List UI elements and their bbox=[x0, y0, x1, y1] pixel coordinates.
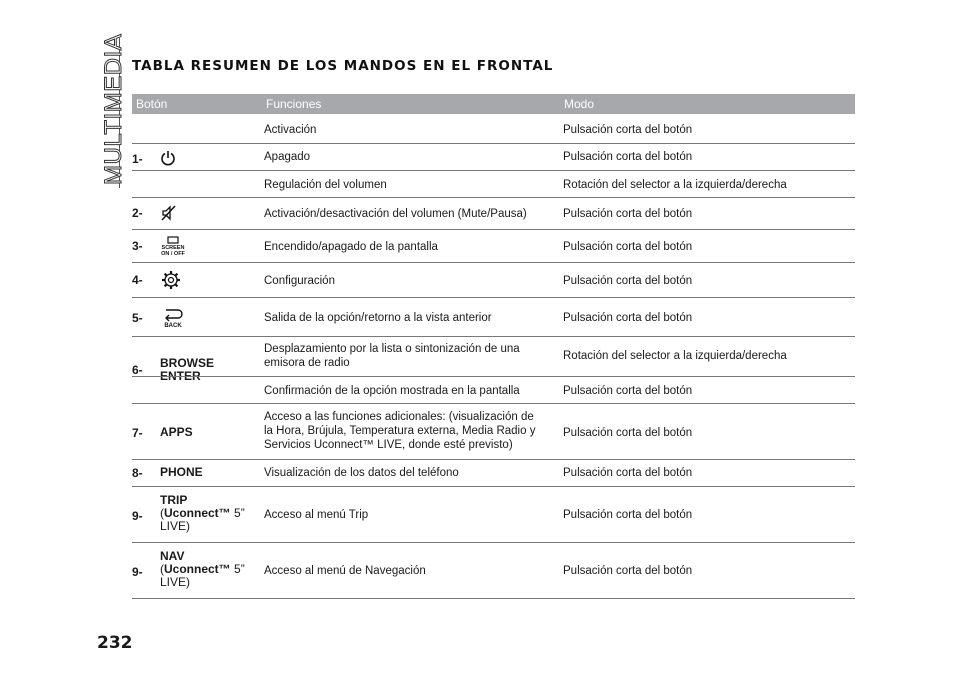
table-row bbox=[132, 298, 855, 337]
table-header bbox=[132, 94, 855, 114]
table-subrow bbox=[132, 144, 855, 171]
table-subrow bbox=[132, 171, 855, 198]
button-label-nav: NAV bbox=[160, 549, 185, 563]
function-text: Activación bbox=[264, 124, 317, 136]
button-sublabel: (Uconnect™ 5” bbox=[160, 562, 245, 576]
table-subrow bbox=[132, 115, 855, 144]
table-row bbox=[132, 230, 855, 263]
function-text: Regulación del volumen bbox=[264, 179, 387, 191]
function-text: Visualización de los datos del teléfono bbox=[264, 467, 459, 479]
mode-text: Pulsación corta del botón bbox=[563, 509, 693, 521]
mode-text: Pulsación corta del botón bbox=[563, 241, 693, 253]
row-number: 1- bbox=[132, 152, 143, 166]
button-label-trip: TRIP bbox=[160, 493, 188, 507]
table-row bbox=[132, 460, 855, 487]
row-number: 4- bbox=[132, 273, 143, 287]
function-text: Acceso a las funciones adicionales: (visualización de bbox=[264, 411, 534, 423]
function-text: Encendido/apagado de la pantalla bbox=[264, 241, 438, 253]
header-mode: Modo bbox=[564, 97, 595, 111]
svg-text:BACK: BACK bbox=[164, 323, 182, 328]
table-row bbox=[132, 263, 855, 298]
page-number: 232 bbox=[97, 633, 133, 653]
row-number: 9- bbox=[132, 565, 143, 579]
button-sublabel: (Uconnect™ 5” bbox=[160, 506, 245, 520]
table-subrow bbox=[132, 337, 855, 377]
button-label-browse: BROWSE bbox=[160, 356, 214, 370]
row-number: 2- bbox=[132, 206, 143, 220]
row-number: 7- bbox=[132, 426, 143, 440]
function-text: Servicios Uconnect™ LIVE, donde esté previsto) bbox=[264, 439, 513, 451]
settings-gear-icon bbox=[160, 269, 182, 291]
header-button: Botón bbox=[136, 97, 168, 111]
table-row bbox=[132, 543, 855, 599]
screen-onoff-icon bbox=[160, 236, 186, 256]
button-label-enter: ENTER bbox=[160, 369, 201, 383]
table-row bbox=[132, 487, 855, 543]
row-number: 8- bbox=[132, 466, 143, 480]
header-functions: Funciones bbox=[266, 97, 322, 111]
function-text: Confirmación de la opción mostrada en la pantalla bbox=[264, 385, 520, 397]
table-subrow bbox=[132, 377, 855, 404]
mode-text: Pulsación corta del botón bbox=[563, 427, 693, 439]
sidebar-section-label: MULTIMEDIA bbox=[100, 33, 127, 185]
mode-text: Pulsación corta del botón bbox=[563, 151, 693, 163]
mute-icon bbox=[160, 204, 178, 222]
button-label-phone: PHONE bbox=[160, 465, 203, 479]
row-number: 9- bbox=[132, 509, 143, 523]
function-text: Acceso al menú de Navegación bbox=[264, 565, 426, 577]
table-row bbox=[132, 198, 855, 230]
table-row bbox=[132, 404, 855, 460]
function-text: Desplazamiento por la lista o sintonización de una bbox=[264, 343, 520, 355]
function-text: emisora de radio bbox=[264, 357, 350, 369]
mode-text: Rotación del selector a la izquierda/derecha bbox=[563, 179, 787, 191]
button-sublabel-line2: LIVE) bbox=[160, 519, 191, 533]
button-label-apps: APPS bbox=[160, 425, 193, 439]
row-number: 6- bbox=[132, 363, 143, 377]
function-text: Salida de la opción/retorno a la vista anterior bbox=[264, 312, 492, 324]
mode-text: Rotación del selector a la izquierda/derecha bbox=[563, 350, 787, 362]
function-text: Acceso al menú Trip bbox=[264, 509, 369, 521]
svg-text:SCREEN: SCREEN bbox=[161, 245, 185, 251]
function-text: Configuración bbox=[264, 275, 335, 287]
row-number: 5- bbox=[132, 311, 143, 325]
function-text: la Hora, Brújula, Temperatura externa, Media Radio y bbox=[264, 425, 536, 437]
function-text: Activación/desactivación del volumen (Mute/Pausa) bbox=[264, 208, 527, 220]
mode-text: Pulsación corta del botón bbox=[563, 385, 693, 397]
mode-text: Pulsación corta del botón bbox=[563, 312, 693, 324]
back-arrow-icon bbox=[160, 306, 186, 328]
row-number: 3- bbox=[132, 239, 143, 253]
mode-text: Pulsación corta del botón bbox=[563, 467, 693, 479]
button-sublabel-line2: LIVE) bbox=[160, 575, 191, 589]
mode-text: Pulsación corta del botón bbox=[563, 208, 693, 220]
mode-text: Pulsación corta del botón bbox=[563, 124, 693, 136]
function-text: Apagado bbox=[264, 151, 311, 163]
svg-text:ON / OFF: ON / OFF bbox=[161, 251, 185, 256]
mode-text: Pulsación corta del botón bbox=[563, 275, 693, 287]
mode-text: Pulsación corta del botón bbox=[563, 565, 693, 577]
page-title: TABLA RESUMEN DE LOS MANDOS EN EL FRONTAL bbox=[132, 58, 554, 74]
